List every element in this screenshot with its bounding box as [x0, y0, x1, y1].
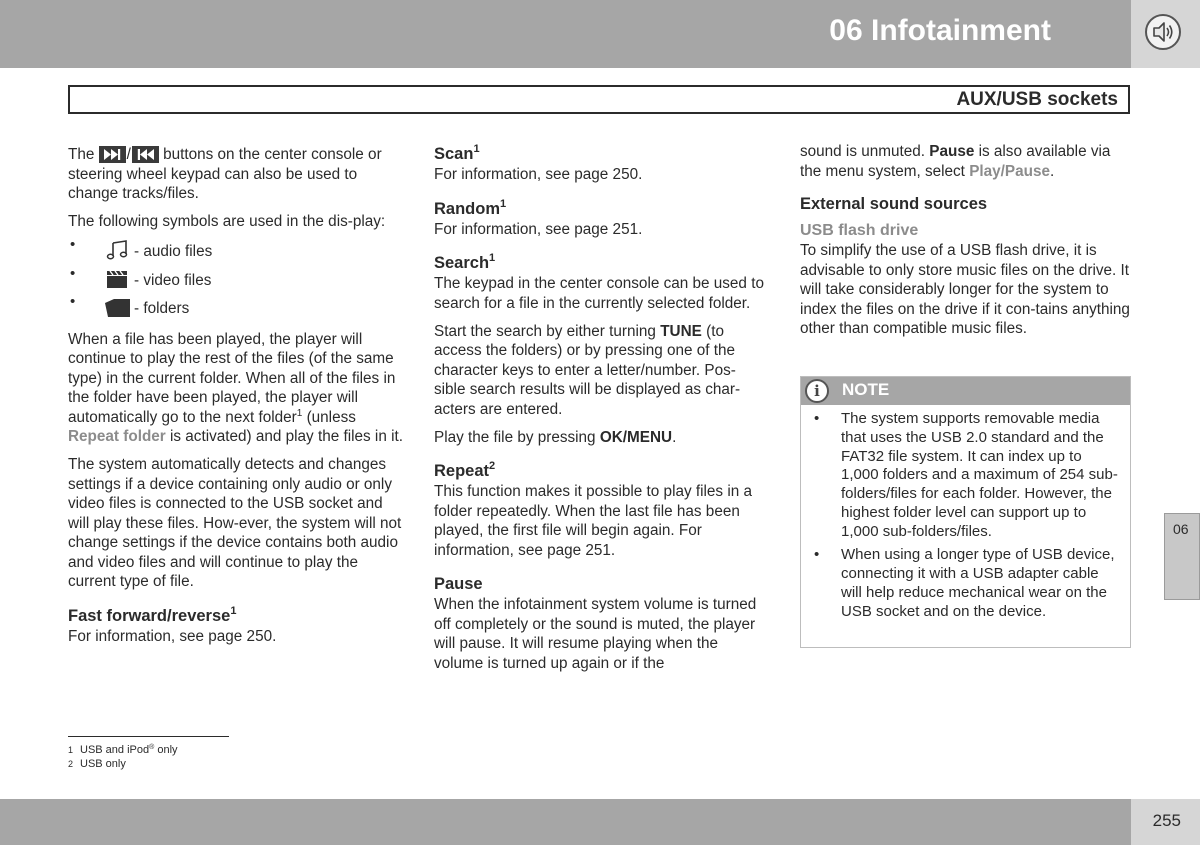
footnote-text: USB only	[80, 758, 126, 770]
bullet: •	[70, 236, 76, 253]
registered-mark: ®	[149, 744, 155, 751]
heading-text: Search	[434, 254, 490, 272]
list-item	[801, 546, 1130, 621]
bullet: •	[70, 293, 76, 310]
fast-forward-text: For information, see page 250.	[68, 627, 277, 645]
random-text: For information, see page 251.	[434, 220, 643, 238]
speaker-volume-icon	[1145, 14, 1181, 50]
intro-text-end: buttons on the center console or steering wheel keypad can also be used to change tracks/files.	[68, 146, 382, 202]
usb-flash-drive-heading: USB flash drive	[800, 222, 919, 239]
footnote-number: 1	[68, 745, 74, 755]
pause-continued-text: sound is unmuted.	[800, 143, 930, 160]
intro-slash: /	[126, 146, 131, 163]
playback-text: When a file has been played, the player will continue to play the rest of the files (of the same type) in the current folder. When all of the files in the folder have been played, the player will automatically go to the next folder	[68, 330, 396, 426]
bullet: •	[814, 546, 820, 564]
chapter-title: 06 Infotainment	[829, 14, 1051, 47]
repeat-heading	[434, 461, 764, 482]
ok-menu-button-ref: OK/MENU	[599, 428, 673, 446]
symbol-label: - video files	[134, 271, 212, 289]
scan-heading	[434, 144, 764, 165]
pause-continued-paragraph	[800, 142, 1131, 181]
footer-band	[0, 799, 1131, 845]
search-start-text: Start the search by either turning	[434, 322, 661, 340]
symbol-list	[68, 236, 403, 326]
play-pause-menu-ref: Play/Pause	[969, 162, 1050, 180]
page-number: 255	[1152, 811, 1181, 830]
next-track-icon	[99, 146, 126, 163]
footnote-ref: 1	[296, 407, 303, 419]
audio-file-icon	[104, 240, 130, 260]
tune-control-ref: TUNE	[660, 322, 702, 340]
note-item-text: When using a longer type of USB device, connecting it with a USB adapter cable will help reduce mechanical wear on the USB socket and on the device.	[841, 546, 1115, 620]
video-file-icon	[104, 269, 130, 289]
play-file-text: .	[672, 428, 677, 446]
pause-continued-text: .	[1049, 162, 1055, 180]
bullet: •	[70, 264, 76, 282]
auto-detect-paragraph: The system automatically detects and changes settings if a device containing only audio or only video files is connected to the USB socket and will play these files. How-ever, the system will not change settings if the device contains both audio and video files and will continue to play the current type of file.	[68, 456, 402, 590]
search-text: The keypad in the center console can be used to search for a file in the currently selected folder.	[434, 275, 764, 312]
pause-heading: Pause	[434, 575, 483, 593]
footnote-ref: 1	[500, 197, 507, 210]
note-item-text: The system supports removable media that uses the USB 2.0 standard and the FAT32 file system. It can index up to 1,000 folders and a maximum of 254 sub-folders/files for each folder. However, the highest folder level can support up to 1,000 sub-folders/files.	[841, 410, 1118, 540]
list-item	[68, 264, 403, 298]
bullet: •	[814, 410, 820, 427]
footnote-text: USB and iPod	[80, 744, 150, 756]
symbol-label: - folders	[134, 300, 190, 317]
note-box	[800, 376, 1131, 648]
footnote-number: 2	[68, 759, 74, 769]
heading-text: Random	[434, 199, 500, 218]
previous-track-icon	[132, 146, 159, 163]
symbol-label: - audio files	[134, 243, 213, 260]
footnote-ref: 2	[489, 460, 496, 472]
heading-text: Fast forward/reverse	[68, 606, 231, 625]
column-3	[800, 142, 1131, 347]
list-item	[801, 410, 1130, 541]
playback-text: (unless	[306, 408, 356, 426]
play-file-text: Play the file by pressing	[434, 428, 600, 446]
section-title-bar	[68, 85, 1130, 114]
footnote-ref: 1	[473, 143, 480, 155]
pause-text: When the infotainment system volume is turned off completely or the sound is muted, the player will pause. It will resume playing when the volume is turned up again or if the	[434, 596, 757, 672]
list-item	[68, 293, 403, 326]
symbols-intro: The following symbols are used in the dis-play:	[68, 213, 386, 230]
column-2	[434, 144, 764, 682]
usb-flash-drive-text: To simplify the use of a USB flash drive, it is advisable to only store music files on the drive. It will take considerably longer for the system to index the files on the drive if it con-tains anything other than compatible music files.	[800, 242, 1130, 337]
list-item	[68, 236, 403, 269]
intro-paragraph	[68, 145, 403, 204]
chapter-side-tab	[1164, 513, 1200, 600]
search-start-paragraph	[434, 322, 764, 420]
note-list	[801, 410, 1130, 626]
scan-text: For information, see page 250.	[434, 166, 643, 183]
folder-icon	[104, 297, 130, 317]
repeat-text: This function makes it possible to play files in a folder repeatedly. When the last file has been played, the first file will begin again. For information, see page 251.	[434, 483, 752, 559]
info-icon: i	[805, 379, 829, 403]
search-start-text: (to access the folders) or by pressing one of the character keys to enter a letter/number. Pos-sible search results will be displayed as char-acters are entered.	[434, 322, 741, 418]
pause-continued-text: is also available via the menu system, select	[800, 143, 1111, 180]
column-1	[68, 145, 403, 655]
note-label: NOTE	[842, 380, 890, 399]
footnote-divider	[68, 736, 229, 737]
page-number-box	[1131, 799, 1200, 845]
side-tab-label: 06	[1173, 521, 1189, 537]
footnote-ref: 1	[489, 252, 496, 264]
footnote	[68, 741, 178, 757]
chapter-header	[0, 0, 1131, 68]
footnote-text: only	[154, 744, 178, 756]
random-heading	[434, 199, 764, 220]
repeat-folder-menu-ref: Repeat folder	[68, 428, 166, 445]
footnote-ref: 1	[230, 604, 237, 617]
note-header	[801, 377, 1130, 405]
footnote	[68, 757, 178, 771]
intro-text-start: The	[68, 146, 99, 163]
pause-ref: Pause	[929, 143, 975, 160]
playback-text: is activated) and play the files in it.	[165, 428, 403, 445]
external-sources-heading: External sound sources	[800, 195, 988, 213]
fast-forward-heading	[68, 606, 403, 627]
heading-text: Repeat	[434, 462, 490, 480]
search-heading	[434, 253, 764, 274]
heading-text: Scan	[434, 145, 474, 163]
playback-paragraph	[68, 330, 403, 447]
play-file-paragraph	[434, 428, 764, 448]
footnotes	[68, 741, 178, 771]
section-title: AUX/USB sockets	[956, 89, 1118, 110]
